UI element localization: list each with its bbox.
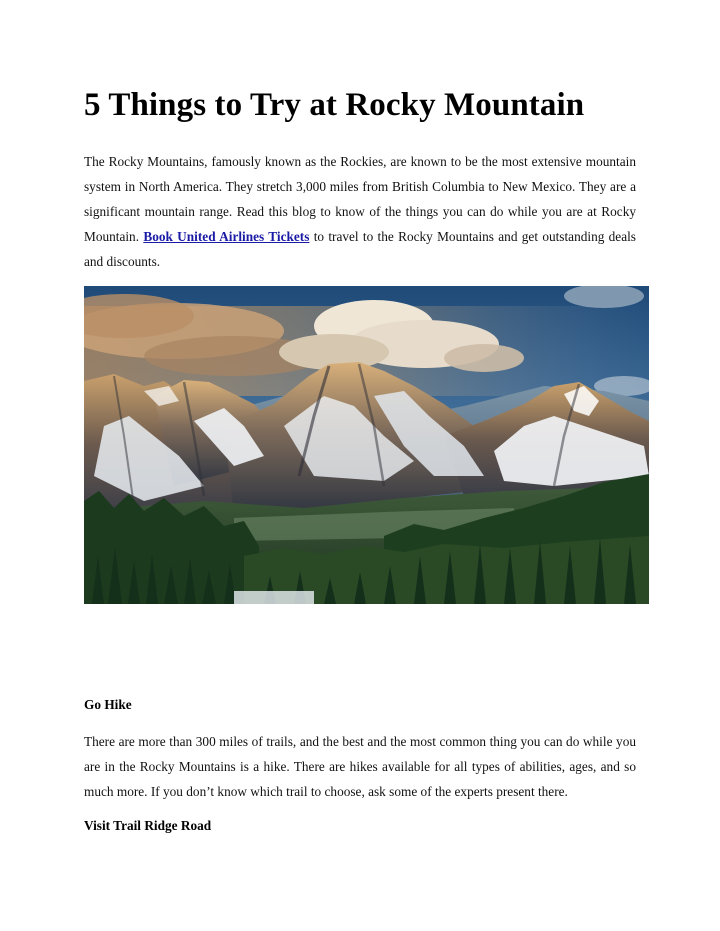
section-heading-go-hike: Go Hike — [84, 697, 132, 712]
intro-paragraph — [84, 149, 636, 274]
rocky-mountains-photo — [84, 286, 649, 604]
article-title: 5 Things to Try at Rocky Mountain — [84, 87, 585, 123]
book-united-airlines-link[interactable]: Book United Airlines Tickets — [143, 229, 310, 244]
section-body-go-hike: There are more than 300 miles of trails, and the best and the most common thing you can do while you are in the Rocky Mountains is a hike. There are hikes available for all types of abilities, ages, and so much more. If you don’t know which trail to choose, ask some of the experts present there. — [84, 734, 636, 799]
intro-text: The Rocky Mountains, famously known as the Rockies, are known to be the most extensive mountain system in North America. They stretch 3,000 miles from British Columbia to New Mexico. They are a significant mountain range. Read this blog to know of the things you can do while you are at Rocky Mountain. — [84, 154, 636, 244]
section-heading-trail-ridge-road: Visit Trail Ridge Road — [84, 818, 212, 833]
mountain-landscape-image — [84, 286, 649, 604]
intro-text-end: to travel to the Rocky Mountains and get outstanding deals and discounts. — [84, 229, 636, 269]
